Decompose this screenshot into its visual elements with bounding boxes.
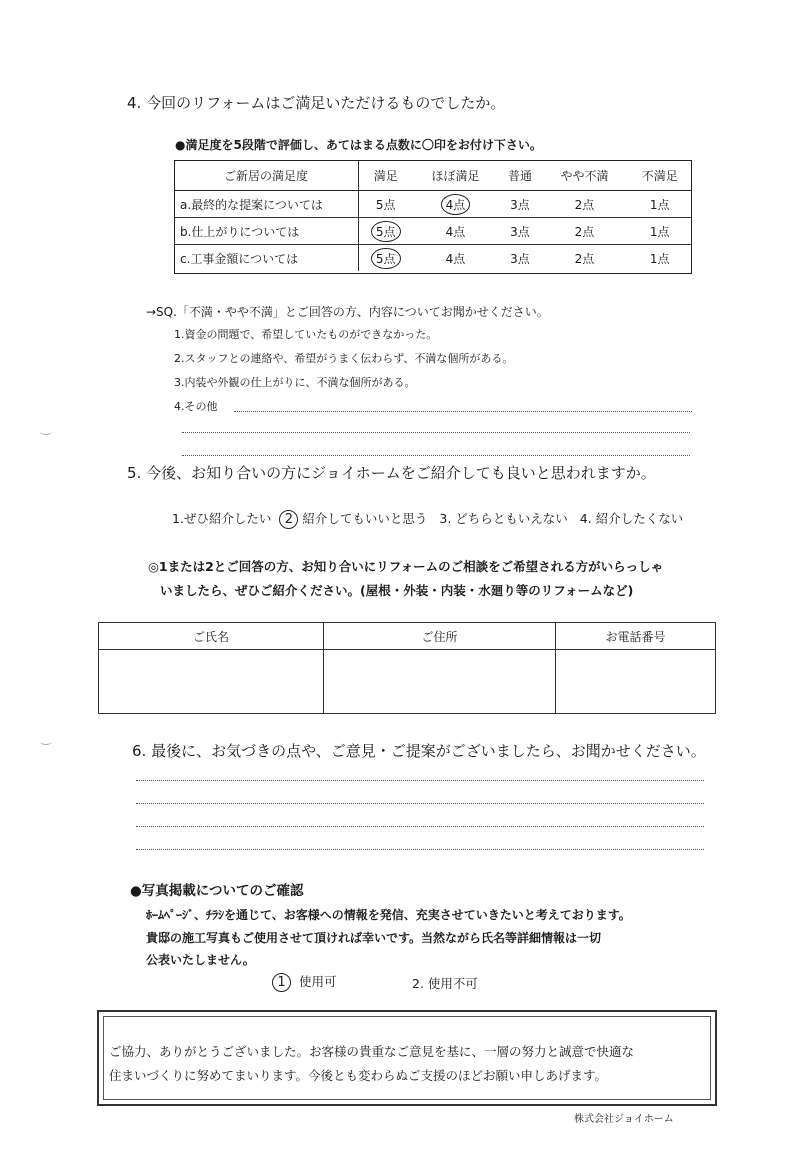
score-cell-circled[interactable]: 5点 (371, 248, 401, 269)
score-cell[interactable]: 2点 (574, 251, 595, 266)
closing-line1: ご協力、ありがとうございました。お客様の貴重なご意見を基に、一層の努力と誠意で快適な (109, 1044, 635, 1059)
other-answer-line[interactable] (182, 432, 690, 433)
score-cell[interactable]: 1点 (649, 197, 670, 212)
photo-line3: 公表いたしません。 (146, 953, 255, 967)
circled-choice[interactable]: 2 (279, 510, 298, 529)
score-cell[interactable]: 3点 (510, 197, 530, 212)
q5-title: 5. 今後、お知り合いの方にジョイホームをご紹介しても良いと思われますか。 (127, 464, 656, 482)
q5-note-line1: ◎1または2とご回答の方、お知り合いにリフォームのご相談をご希望される方がいらっしゃ (148, 559, 664, 574)
comment-line[interactable] (136, 849, 704, 850)
score-cell[interactable]: 1点 (649, 224, 670, 239)
table-row (174, 218, 692, 245)
other-answer-line[interactable] (234, 411, 692, 412)
comment-line[interactable] (136, 780, 704, 781)
score-cell[interactable]: 2点 (574, 197, 595, 212)
table-header: ご新居の満足度 (174, 160, 359, 191)
company-name: 株式会社ジョイホーム (574, 1114, 674, 1125)
comment-line[interactable] (136, 803, 704, 804)
q5-option-2[interactable]: 紹介してもいいと思う (302, 511, 428, 526)
score-cell[interactable]: 5点 (375, 197, 396, 212)
score-cell-circled[interactable]: 4点 (441, 194, 471, 215)
table-row (174, 191, 692, 218)
referral-table (98, 622, 716, 714)
address-cell[interactable] (324, 650, 556, 714)
table-header: ほぼ満足 (412, 160, 498, 191)
sq-option-3[interactable]: 3.内装や外観の仕上がりに、不満な個所がある。 (174, 376, 416, 389)
table-header: 満足 (359, 160, 413, 191)
closing-box (97, 1010, 717, 1106)
photo-option-2[interactable]: 2. 使用不可 (412, 976, 478, 991)
table-header: ご住所 (324, 623, 556, 650)
sq-option-2[interactable]: 2.スタッフとの連絡や、希望がうまく伝わらず、不満な個所がある。 (174, 352, 514, 365)
score-cell[interactable]: 4点 (445, 251, 466, 266)
satisfaction-table (174, 160, 692, 271)
table-row (174, 245, 692, 272)
table-header: お電話番号 (556, 623, 716, 650)
phone-cell[interactable] (556, 650, 716, 714)
scan-mark (40, 738, 52, 745)
score-cell[interactable]: 3点 (510, 224, 530, 239)
closing-line2: 住まいづくりに努めてまいります。今後とも変わらぬご支援のほどお願い申しあげます。 (109, 1068, 608, 1083)
score-cell-circled[interactable]: 5点 (371, 221, 401, 242)
scan-mark (40, 428, 52, 435)
photo-option-1[interactable] (272, 972, 337, 992)
q5-option-3[interactable]: 3. どちらともいえない (439, 511, 568, 526)
score-cell[interactable]: 4点 (445, 224, 466, 239)
photo-title: ●写真掲載についてのご確認 (130, 883, 304, 899)
score-cell[interactable]: 3点 (510, 251, 530, 266)
photo-line2: 貴邸の施工写真もご使用させて頂ければ幸いです。当然ながら氏名等詳細情報は一切 (146, 931, 602, 945)
name-cell[interactable] (99, 650, 324, 714)
circled-choice[interactable]: 1 (272, 973, 291, 992)
table-header: ご氏名 (99, 623, 324, 650)
q4-instruction: ●満足度を5段階で評価し、あてはまる点数に〇印をお付け下さい。 (175, 138, 542, 152)
q6-title: 6. 最後に、お気づきの点や、ご意見・ご提案がございましたら、お聞かせください。 (132, 742, 706, 760)
q4-title: 4. 今回のリフォームはご満足いただけるものでしたか。 (127, 94, 506, 112)
q5-note-line2: いましたら、ぜひご紹介ください。(屋根・外装・内装・水廻り等のリフォームなど) (160, 583, 634, 598)
sq-option-1[interactable]: 1.資金の問題で、希望していたものができなかった。 (174, 328, 438, 341)
row-label: c.工事金額については (174, 245, 359, 272)
row-label: b.仕上がりについては (174, 218, 359, 245)
score-cell[interactable]: 1点 (649, 251, 670, 266)
q5-options (172, 509, 683, 529)
q5-option-1[interactable]: 1.ぜひ紹介したい (172, 511, 272, 526)
sq-option-4[interactable]: 4.その他 (174, 400, 218, 413)
table-header: 不満足 (627, 160, 692, 191)
photo-option-1-label: 使用可 (298, 974, 337, 989)
comment-line[interactable] (136, 826, 704, 827)
score-cell[interactable]: 2点 (574, 224, 595, 239)
table-header: 普通 (498, 160, 541, 191)
other-answer-line[interactable] (182, 455, 690, 456)
row-label: a.最終的な提案については (174, 191, 359, 218)
photo-line1: ﾎｰﾑﾍﾟｰｼﾞ、ﾁﾗｼを通じて、お客様への情報を発信、充実させていきたいと考えております。 (146, 908, 631, 922)
table-header: やや不満 (541, 160, 627, 191)
sq-title: →SQ.「不満・やや不満」とご回答の方、内容についてお聞かせください。 (146, 305, 549, 319)
q5-option-4[interactable]: 4. 紹介したくない (579, 511, 684, 526)
